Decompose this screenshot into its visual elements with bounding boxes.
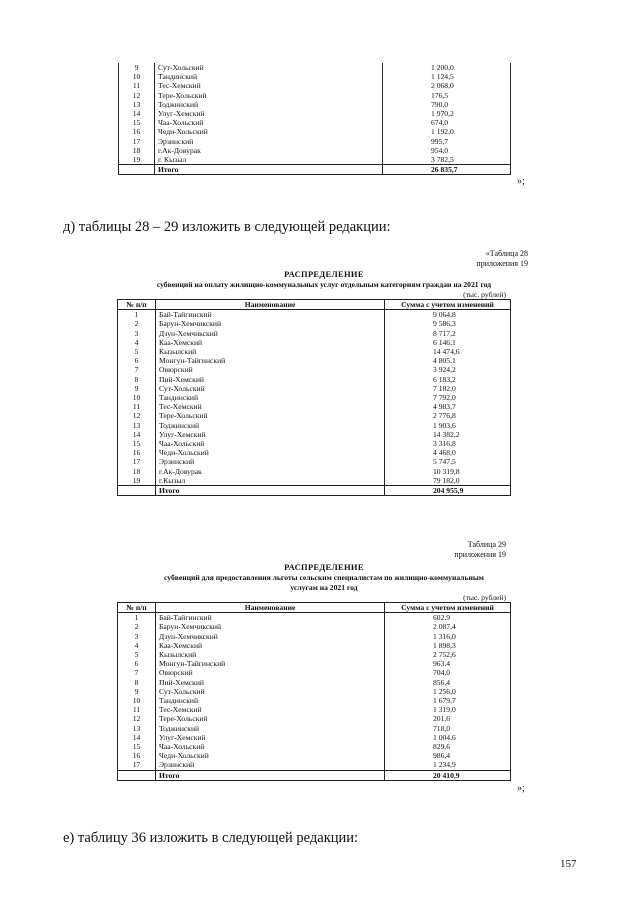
row-number: 13 <box>119 100 155 109</box>
row-sum: 14 474,6 <box>385 347 511 356</box>
row-number: 18 <box>118 467 156 476</box>
row-sum: 176,5 <box>383 91 511 100</box>
row-number: 15 <box>118 742 156 751</box>
paragraph-e: е) таблицу 36 изложить в следующей редакции: <box>63 830 359 846</box>
row-number: 4 <box>118 641 156 650</box>
row-name: Барун-Хемчикский <box>156 622 385 631</box>
table28-tag <box>380 249 528 268</box>
row-number: 11 <box>118 705 156 714</box>
table-row <box>118 476 511 486</box>
row-name: Пий-Хемский <box>156 678 385 687</box>
table-row <box>119 155 511 165</box>
row-name: Тоджинский <box>156 421 385 430</box>
table-row <box>118 356 511 365</box>
row-name: Улуг-Хемский <box>155 109 383 118</box>
row-number: 14 <box>118 733 156 742</box>
row-sum: 7 182,0 <box>385 384 511 393</box>
table-row <box>118 384 511 393</box>
row-name: Тоджинский <box>155 100 383 109</box>
table28-tag-line2: приложения 19 <box>476 258 528 268</box>
row-name: Сут-Хольский <box>156 687 385 696</box>
row-name: Овюрский <box>156 365 385 374</box>
row-number: 1 <box>118 310 156 320</box>
row-sum: 9 586,3 <box>385 319 511 328</box>
table28-body <box>118 310 511 496</box>
table-row <box>119 137 511 146</box>
table28-header-number: № п/п <box>118 300 156 310</box>
row-number: 15 <box>118 439 156 448</box>
row-name: Тес-Хемский <box>155 81 383 90</box>
table28-subtitle: субвенций на оплату жилищно-коммунальных услуг отдельным категориям граждан на 2021 год <box>156 280 492 289</box>
row-sum: 1 679,7 <box>385 696 511 705</box>
table-row <box>118 659 511 668</box>
top-table <box>118 63 511 175</box>
table-row <box>118 457 511 466</box>
row-name: Тес-Хемский <box>156 705 385 714</box>
total-number-cell <box>118 770 156 780</box>
table-row <box>118 439 511 448</box>
row-name: Тоджинский <box>156 724 385 733</box>
table-row <box>118 338 511 347</box>
row-sum: 3 924,2 <box>385 365 511 374</box>
row-sum: 704,0 <box>385 668 511 677</box>
table-row <box>118 411 511 420</box>
row-sum: 602,9 <box>385 613 511 623</box>
row-sum: 10 319,8 <box>385 467 511 476</box>
table28-tag-line1: «Таблица 28 <box>485 249 528 258</box>
row-name: Эрзинский <box>156 457 385 466</box>
row-sum: 4 468,0 <box>385 448 511 457</box>
row-name: Каа-Хемский <box>156 641 385 650</box>
row-number: 16 <box>119 127 155 136</box>
table-row <box>118 641 511 650</box>
table-row <box>118 742 511 751</box>
row-sum: 1 192,0 <box>383 127 511 136</box>
table29-tag-line2: приложения 19 <box>454 549 506 559</box>
table-row <box>118 365 511 374</box>
row-number: 9 <box>118 384 156 393</box>
row-sum: 6 146,1 <box>385 338 511 347</box>
table-row <box>118 678 511 687</box>
row-sum: 6 183,2 <box>385 375 511 384</box>
total-number-cell <box>119 165 155 175</box>
total-label: Итого <box>156 486 385 496</box>
table28-unit: (тыс. рублей) <box>463 290 506 299</box>
table-row <box>119 127 511 136</box>
row-name: Бай-Тайгинский <box>156 613 385 623</box>
row-sum: 995,7 <box>383 137 511 146</box>
row-number: 3 <box>118 329 156 338</box>
row-number: 12 <box>119 91 155 100</box>
row-sum: 8 717,2 <box>385 329 511 338</box>
table-row <box>118 696 511 705</box>
table-row <box>118 668 511 677</box>
table-row <box>118 375 511 384</box>
table-row <box>118 393 511 402</box>
row-number: 11 <box>118 402 156 411</box>
row-sum: 1 316,0 <box>385 632 511 641</box>
table29-header-row <box>118 603 511 613</box>
row-number: 19 <box>119 155 155 165</box>
table-row <box>118 705 511 714</box>
row-number: 14 <box>119 109 155 118</box>
row-name: Тандинский <box>156 393 385 402</box>
row-sum: 4 983,7 <box>385 402 511 411</box>
row-name: Барун-Хемчикский <box>156 319 385 328</box>
row-sum: 2 776,8 <box>385 411 511 420</box>
row-number: 14 <box>118 430 156 439</box>
row-number: 8 <box>118 375 156 384</box>
table-row <box>118 421 511 430</box>
total-label: Итого <box>155 165 383 175</box>
row-sum: 9 064,8 <box>385 310 511 320</box>
row-sum: 1 970,2 <box>383 109 511 118</box>
row-sum: 7 792,0 <box>385 393 511 402</box>
row-number: 4 <box>118 338 156 347</box>
table-row <box>119 63 511 72</box>
row-sum: 5 747,5 <box>385 457 511 466</box>
row-name: Дзун-Хемчикский <box>156 632 385 641</box>
row-sum: 2 752,6 <box>385 650 511 659</box>
table29-closing-quote: »; <box>517 783 525 794</box>
table-row <box>119 81 511 90</box>
table28-title: РАСПРЕДЕЛЕНИЕ <box>284 269 364 279</box>
table-row <box>118 650 511 659</box>
row-number: 16 <box>118 448 156 457</box>
row-name: Овюрский <box>156 668 385 677</box>
row-number: 2 <box>118 319 156 328</box>
row-name: Пий-Хемский <box>156 375 385 384</box>
total-sum: 20 410,9 <box>385 770 511 780</box>
row-number: 17 <box>118 760 156 770</box>
total-row <box>118 770 511 780</box>
row-sum: 963,4 <box>385 659 511 668</box>
row-name: Тере-Хольский <box>156 714 385 723</box>
table29 <box>117 602 511 781</box>
row-number: 12 <box>118 411 156 420</box>
top-table-closing-quote: »; <box>517 176 525 187</box>
row-number: 10 <box>119 72 155 81</box>
table-row <box>119 72 511 81</box>
page-number: 157 <box>560 858 577 870</box>
total-sum: 204 955,9 <box>385 486 511 496</box>
table-row <box>118 622 511 631</box>
row-name: Чеди-Хольский <box>156 751 385 760</box>
row-number: 6 <box>118 356 156 365</box>
table29-subtitle-line1: субвенций для предоставления льготы сельским специалистам по жилищно-коммунальным <box>164 573 484 582</box>
table-row <box>118 751 511 760</box>
row-sum: 3 782,5 <box>383 155 511 165</box>
row-name: г.Ак-Довурак <box>155 146 383 155</box>
row-number: 18 <box>119 146 155 155</box>
table-row <box>118 467 511 476</box>
row-number: 8 <box>118 678 156 687</box>
row-sum: 201,6 <box>385 714 511 723</box>
row-name: г.Кызыл <box>156 476 385 486</box>
table-row <box>118 448 511 457</box>
row-number: 16 <box>118 751 156 760</box>
row-name: Тес-Хемский <box>156 402 385 411</box>
table-row <box>119 146 511 155</box>
table29-unit: (тыс. рублей) <box>463 593 506 602</box>
row-sum: 1 200,0 <box>383 63 511 72</box>
table-row <box>118 329 511 338</box>
row-name: Монгун-Тайгинский <box>156 356 385 365</box>
table-row <box>119 100 511 109</box>
row-number: 13 <box>118 724 156 733</box>
table29-subtitle-line2: услугам на 2021 год <box>290 582 358 592</box>
table28-header-sum: Сумма с учетом изменений <box>385 300 511 310</box>
row-number: 17 <box>119 137 155 146</box>
table29-tag <box>380 540 506 559</box>
row-name: г. Кызыл <box>155 155 383 165</box>
row-sum: 2 068,0 <box>383 81 511 90</box>
row-number: 17 <box>118 457 156 466</box>
paragraph-d: д) таблицы 28 – 29 изложить в следующей редакции: <box>63 219 391 235</box>
row-number: 9 <box>118 687 156 696</box>
row-name: Улуг-Хемский <box>156 430 385 439</box>
total-sum: 26 835,7 <box>383 165 511 175</box>
table29-tag-line1: Таблица 29 <box>467 540 506 549</box>
top-table-body <box>119 63 511 175</box>
row-name: Тандинский <box>156 696 385 705</box>
row-sum: 790,0 <box>383 100 511 109</box>
row-sum: 1 319,0 <box>385 705 511 714</box>
row-sum: 829,6 <box>385 742 511 751</box>
row-number: 2 <box>118 622 156 631</box>
table-row <box>118 714 511 723</box>
table-row <box>118 613 511 623</box>
row-sum: 986,4 <box>385 751 511 760</box>
row-number: 19 <box>118 476 156 486</box>
row-name: Каа-Хемский <box>156 338 385 347</box>
row-number: 7 <box>118 668 156 677</box>
table-row <box>118 310 511 320</box>
row-name: Улуг-Хемский <box>156 733 385 742</box>
row-sum: 1 234,9 <box>385 760 511 770</box>
table-row <box>119 91 511 100</box>
row-number: 3 <box>118 632 156 641</box>
row-number: 5 <box>118 650 156 659</box>
row-number: 15 <box>119 118 155 127</box>
row-sum: 1 256,0 <box>385 687 511 696</box>
table-row <box>119 118 511 127</box>
row-name: Кызылский <box>156 347 385 356</box>
row-name: г.Ак-Довурак <box>156 467 385 476</box>
table-row <box>118 319 511 328</box>
row-name: Чаа-Хольский <box>156 439 385 448</box>
row-name: Дзун-Хемчикский <box>156 329 385 338</box>
row-number: 12 <box>118 714 156 723</box>
row-name: Чаа-Хольский <box>155 118 383 127</box>
row-number: 6 <box>118 659 156 668</box>
row-sum: 1 124,5 <box>383 72 511 81</box>
row-sum: 674,0 <box>383 118 511 127</box>
table28-header-row <box>118 300 511 310</box>
row-sum: 2 087,4 <box>385 622 511 631</box>
table29-body <box>118 613 511 781</box>
table29-subtitle <box>98 573 550 592</box>
total-number-cell <box>118 486 156 496</box>
row-sum: 3 316,8 <box>385 439 511 448</box>
row-sum: 79 182,0 <box>385 476 511 486</box>
table29-title: РАСПРЕДЕЛЕНИЕ <box>284 562 364 572</box>
table29-header-sum: Сумма с учетом изменений <box>385 603 511 613</box>
row-name: Эрзинский <box>156 760 385 770</box>
row-sum: 1 903,6 <box>385 421 511 430</box>
row-name: Эрзинский <box>155 137 383 146</box>
row-sum: 4 805,1 <box>385 356 511 365</box>
table-row <box>118 430 511 439</box>
table28-header-name: Наименование <box>156 300 385 310</box>
table-row <box>118 632 511 641</box>
table-row <box>118 733 511 742</box>
table28 <box>117 299 511 496</box>
row-number: 11 <box>119 81 155 90</box>
total-row <box>118 486 511 496</box>
row-name: Монгун-Тайгинский <box>156 659 385 668</box>
row-name: Чеди-Хольский <box>155 127 383 136</box>
row-sum: 856,4 <box>385 678 511 687</box>
row-name: Чаа-Хольский <box>156 742 385 751</box>
row-number: 7 <box>118 365 156 374</box>
row-name: Сут-Хольский <box>155 63 383 72</box>
table-row <box>118 402 511 411</box>
row-sum: 1 898,3 <box>385 641 511 650</box>
row-name: Чеди-Хольский <box>156 448 385 457</box>
row-sum: 14 382,2 <box>385 430 511 439</box>
row-sum: 954,0 <box>383 146 511 155</box>
row-number: 13 <box>118 421 156 430</box>
row-sum: 1 004,6 <box>385 733 511 742</box>
row-number: 9 <box>119 63 155 72</box>
row-number: 5 <box>118 347 156 356</box>
table29-header-name: Наименование <box>156 603 385 613</box>
row-sum: 718,0 <box>385 724 511 733</box>
total-row <box>119 165 511 175</box>
table-row <box>119 109 511 118</box>
row-number: 1 <box>118 613 156 623</box>
row-name: Тандинский <box>155 72 383 81</box>
row-name: Сут-Хольский <box>156 384 385 393</box>
table-row <box>118 760 511 770</box>
row-number: 10 <box>118 393 156 402</box>
table-row <box>118 687 511 696</box>
table-row <box>118 347 511 356</box>
row-name: Кызылский <box>156 650 385 659</box>
row-name: Бай-Тайгинский <box>156 310 385 320</box>
table29-header-number: № п/п <box>118 603 156 613</box>
table-row <box>118 724 511 733</box>
total-label: Итого <box>156 770 385 780</box>
row-name: Тере-Хольский <box>156 411 385 420</box>
row-number: 10 <box>118 696 156 705</box>
row-name: Тере-Хольский <box>155 91 383 100</box>
